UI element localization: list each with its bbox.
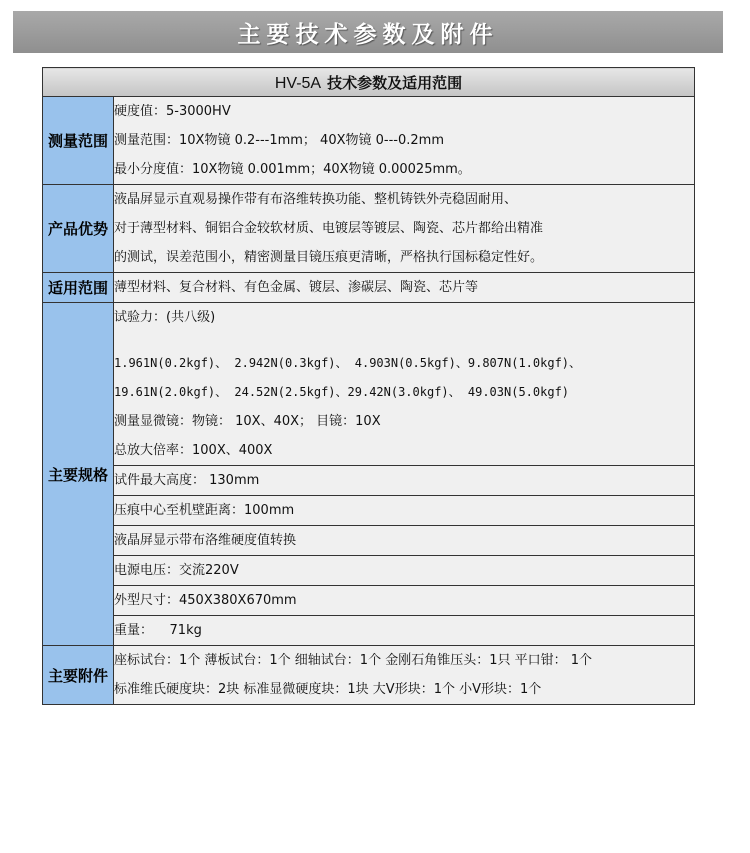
- accessories-values: [114, 646, 695, 705]
- weight-spec: [114, 616, 695, 646]
- category-advantage: 产品优势: [43, 185, 114, 273]
- indent-distance-text: 压痕中心至机壁距离：100mm: [114, 503, 295, 518]
- force-line: 19.61N(2.0kgf)、 24.52N(2.5kgf)、29.42N(3.0kgf)、 49.03N(5.0kgf): [114, 385, 570, 399]
- microscope-spec: 测量显微镜：物镜： 10X、40X； 目镜：10X: [114, 414, 381, 429]
- hardness-range: 硬度值：5-3000HV: [114, 104, 231, 119]
- category-application: 适用范围: [43, 273, 114, 303]
- min-division: 最小分度值：10X物镜 0.001mm；40X物镜 0.00025mm。: [114, 162, 471, 177]
- measure-range: 测量范围：10X物镜 0.2---1mm； 40X物镜 0---0.2mm: [114, 133, 444, 148]
- power-spec: [114, 556, 695, 586]
- table-row: [43, 496, 695, 526]
- accessories-line: 标准维氏硬度块：2块 标准显微硬度块：1块 大V形块：1个 小V形块：1个: [114, 682, 542, 697]
- advantage-values: [114, 185, 695, 273]
- table-row: [43, 586, 695, 616]
- table-row: [43, 466, 695, 496]
- accessories-line: 座标试台：1个 薄板试台：1个 细轴试台：1个 金刚石角锥压头：1只 平口钳： 1个: [114, 653, 593, 668]
- category-specs: 主要规格: [43, 303, 114, 646]
- indent-distance-spec: [114, 496, 695, 526]
- header-title: 技术参数及适用范围: [327, 73, 463, 92]
- table-row-measure: [43, 97, 695, 185]
- magnification-spec: 总放大倍率：100X、400X: [114, 443, 273, 458]
- power-text: 电源电压：交流220V: [114, 563, 239, 578]
- table-header: [43, 68, 695, 97]
- weight-text: 重量： 71kg: [114, 623, 202, 638]
- application-text: 薄型材料、复合材料、有色金属、镀层、渗碳层、陶瓷、芯片等: [114, 280, 479, 295]
- dimensions-spec: [114, 586, 695, 616]
- table-row-accessories: [43, 646, 695, 705]
- banner-title: 主要技术参数及附件: [237, 20, 499, 48]
- dimensions-text: 外型尺寸：450X380X670mm: [114, 593, 297, 608]
- advantage-line: 对于薄型材料、铜铝合金较软材质、电镀层等镀层、陶瓷、芯片都给出精准: [114, 221, 544, 236]
- application-value: [114, 273, 695, 303]
- lcd-text: 液晶屏显示带布洛维硬度值转换: [114, 533, 297, 548]
- category-measure: 测量范围: [43, 97, 114, 185]
- table-row: [43, 616, 695, 646]
- advantage-line: 液晶屏显示直观易操作带有布洛维转换功能、整机铸铁外壳稳固耐用、: [114, 192, 518, 207]
- max-height-spec: [114, 466, 695, 496]
- model-code: HV-5A: [274, 74, 322, 92]
- table-row: [43, 526, 695, 556]
- table-row: [43, 556, 695, 586]
- force-values: [114, 303, 695, 466]
- force-line: 1.961N(0.2kgf)、 2.942N(0.3kgf)、 4.903N(0.5kgf)、9.807N(1.0kgf)、: [114, 356, 582, 370]
- page-banner: [13, 11, 723, 53]
- table-header-row: [43, 68, 695, 97]
- spec-table: [42, 67, 695, 705]
- category-accessories: 主要附件: [43, 646, 114, 705]
- table-row-advantage: [43, 185, 695, 273]
- force-title: 试验力：(共八级): [114, 310, 216, 325]
- table-row-application: [43, 273, 695, 303]
- measure-values: [114, 97, 695, 185]
- table-row-specs: [43, 303, 695, 466]
- advantage-line: 的测试，误差范围小，精密测量目镜压痕更清晰，严格执行国标稳定性好。: [114, 250, 544, 265]
- max-height-text: 试件最大高度： 130mm: [114, 473, 260, 488]
- lcd-spec: [114, 526, 695, 556]
